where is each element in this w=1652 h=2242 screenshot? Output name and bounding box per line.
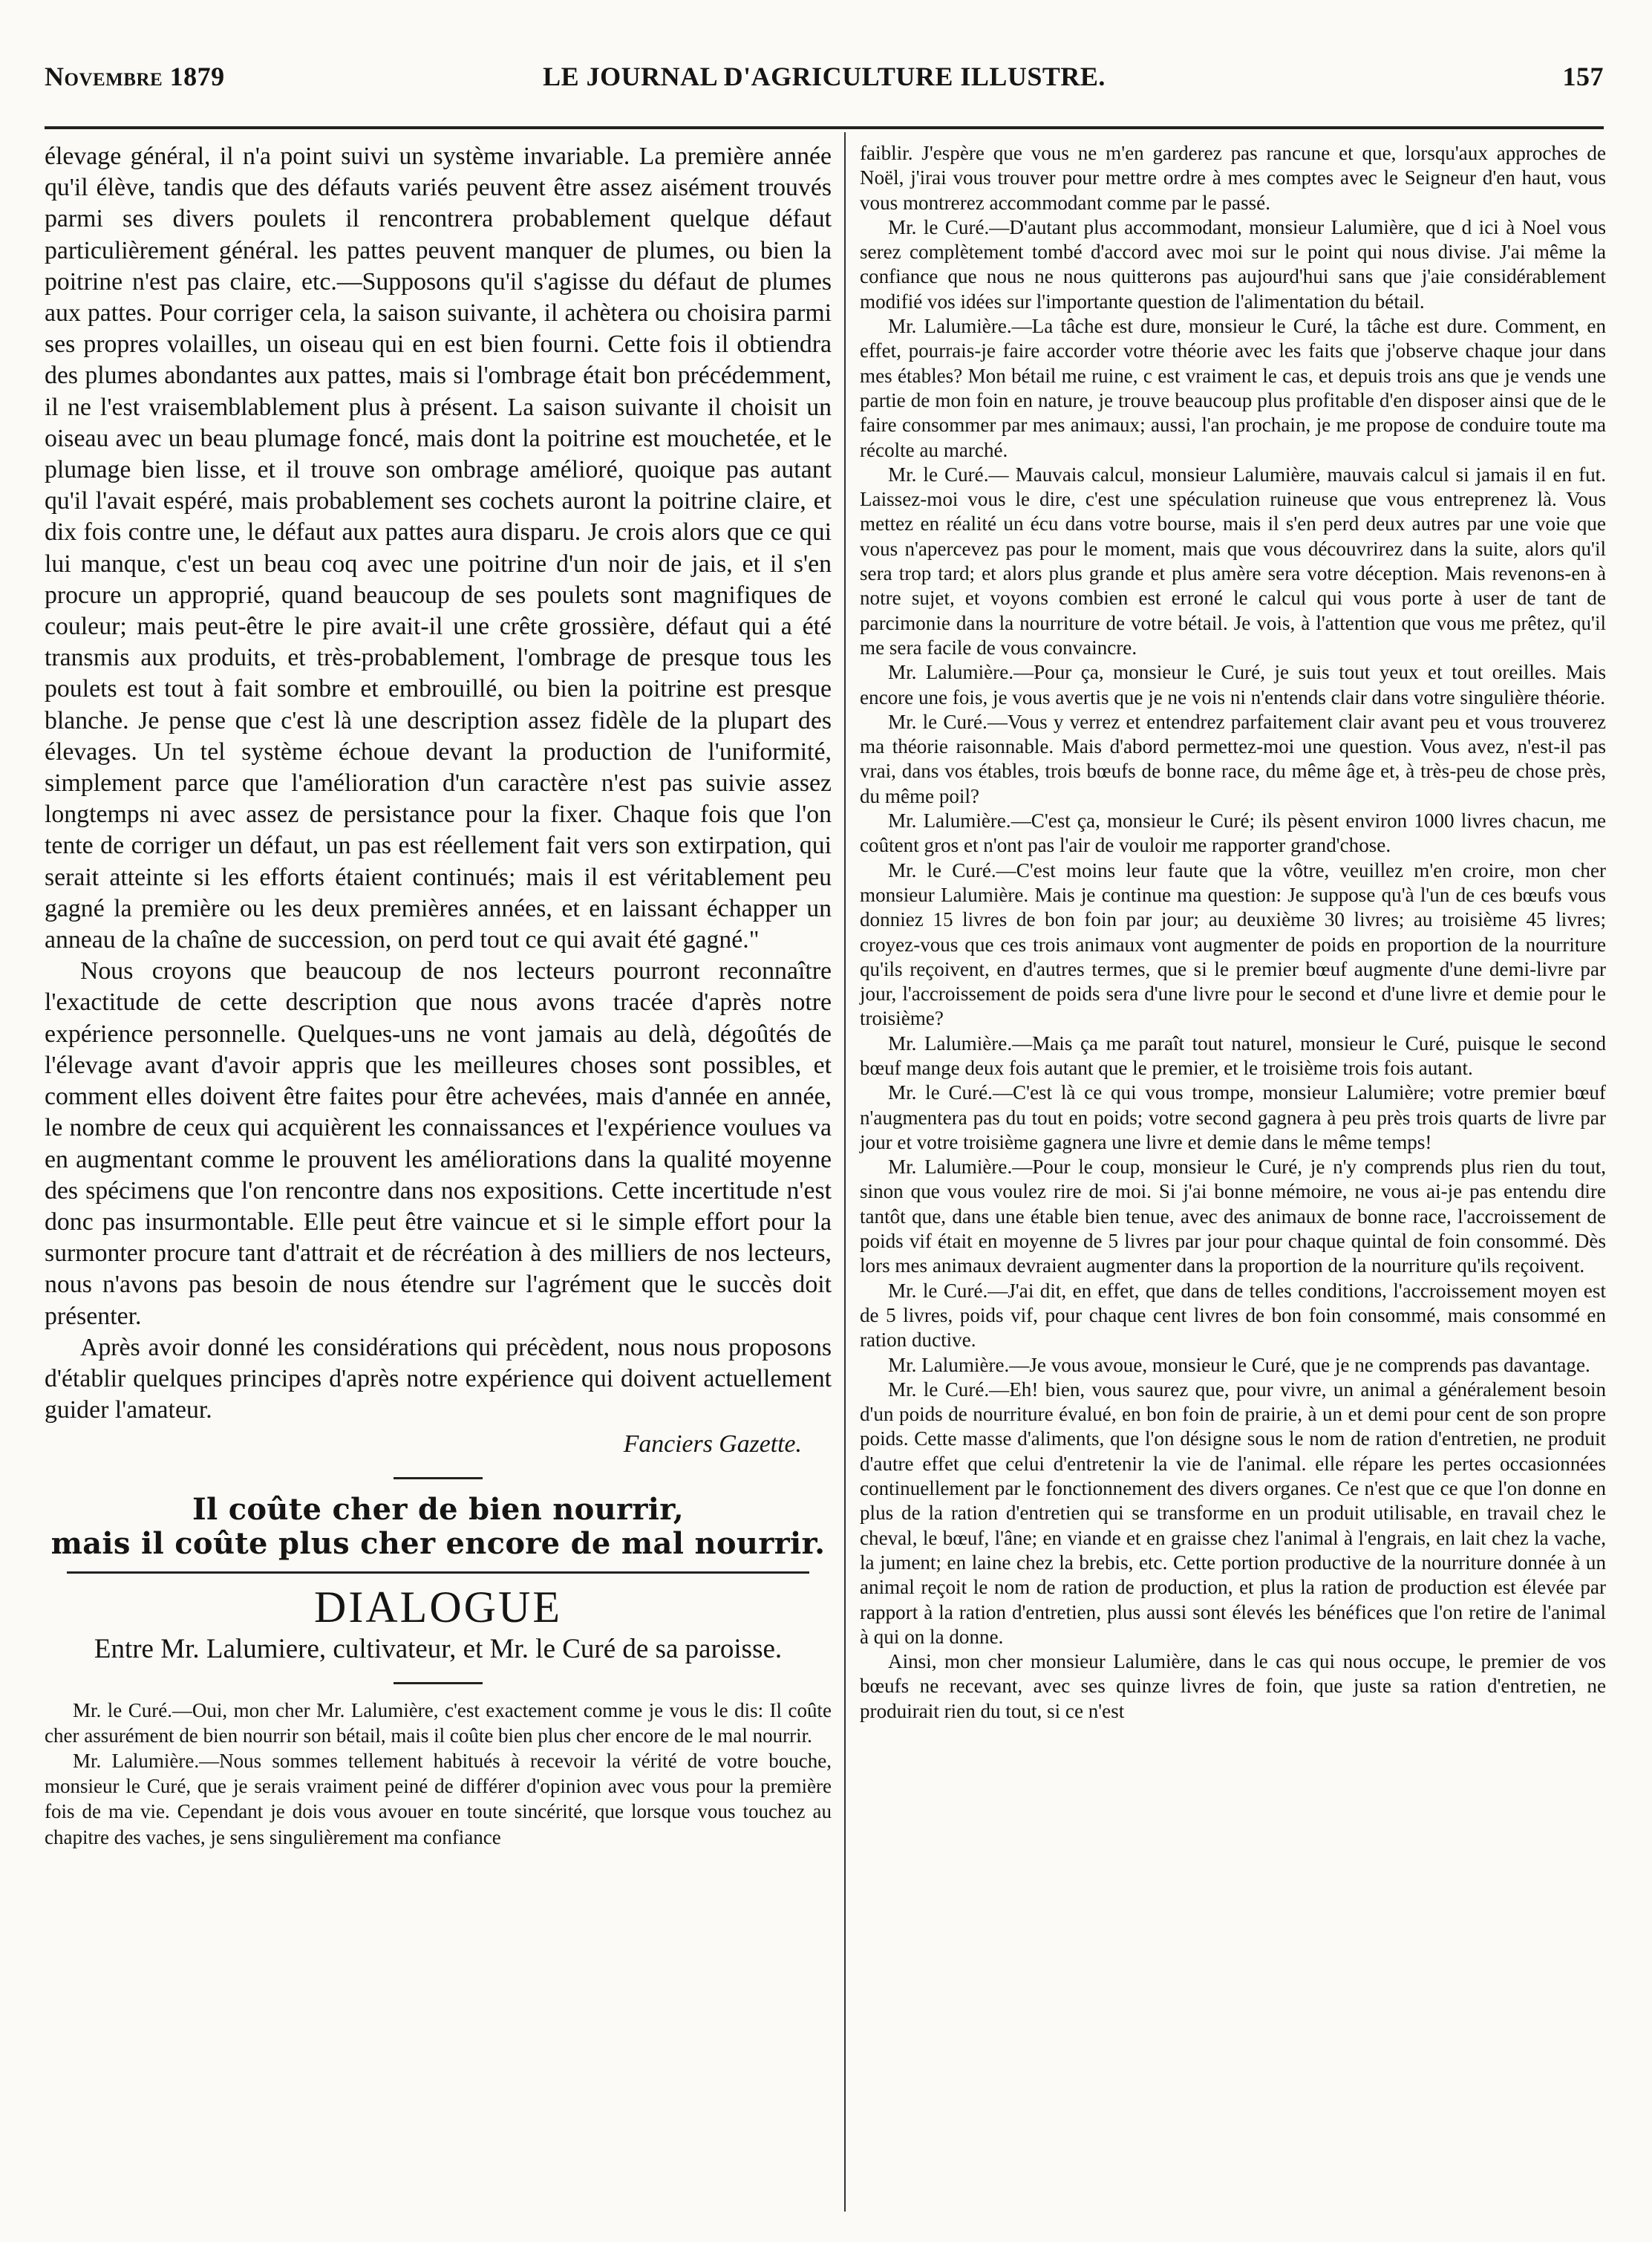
section-divider [394,1682,483,1684]
dialogue-paragraph: Mr. le Curé.—Eh! bien, vous saurez que, pour vivre, un animal a généralement besoin d'un poids de nourriture évalué, en bon foin de prairie, à un et demi pour cent de son propre poids. Cette masse d'aliments, que l'on désigne sous le nom de ration d'entretien, ne produit d'autre effet que celui d'entretenir la vie de l'animal. elle répare les pertes occasionnées continuellement par le fonctionnement des divers organes. Ce n'est que ce que l'on donne en plus de la ration d'entretien qui se transforme en un produit utilisable, en travail chez le cheval, le bœuf, l'âne; en viande et en graisse chez l'animal à l'engrais, en lait chez la vache, la jument; en laine chez la brebis, etc. Cette portion productive de la nourriture donnée à un animal reçoit le nom de ration de production, et plus la ration de production est élevée par rapport à la ration d'entretien, plus aussi sont élevés les bénéfices que l'on retire de l'animal à qui on la donne. [860,1378,1606,1648]
section-divider [67,1571,809,1574]
page-header [45,53,1604,105]
dialogue-paragraph: Mr. le Curé.—C'est là ce qui vous trompe, monsieur Lalumière; votre premier bœuf n'augmentera pas du tout en poids; votre second gagnera à peu près trois quarts de livre par jour et votre troisième gagnera une livre et demie dans le même temps! [860,1081,1606,1153]
article-paragraph: Après avoir donné les considérations qui précèdent, nous nous proposons d'établir quelques principes d'après notre expérience qui doivent actuellement guider l'amateur. [45,1333,832,1424]
dialogue-paragraph: Ainsi, mon cher monsieur Lalumière, dans le cas qui nous occupe, le premier de vos bœufs ne recevant, avec ses quinze livres de foin, que juste sa ration d'entretien, ne produirait rien du tout, si ce n'est [860,1650,1606,1722]
proverb-heading-line-2: mais il coûte plus cher encore de mal nourrir. [50,1525,826,1561]
right-column [860,141,1606,1724]
dialogue-paragraph: Mr. Lalumière.—Pour le coup, monsieur le Curé, je n'y comprends plus rien du tout, sinon que vous voulez rire de moi. Si j'ai bonne mémoire, ne vous ai-je pas entendu dire tantôt que, dans une étable bien tenue, avec des animaux de bonne race, l'accroissement de poids vif était en moyenne de 5 livres par jour pour chaque quintal de foin consommé. Dès lors mes animaux devraient augmenter dans la proportion de la nourriture qu'ils reçoivent. [860,1156,1606,1277]
column-separator [844,132,846,2212]
article-signature: Fanciers Gazette. [623,1430,802,1459]
dialogue-paragraph: Mr. Lalumière.—Mais ça me paraît tout naturel, monsieur le Curé, puisque le second bœuf mange deux fois autant que le premier, et le troisième trois fois autant. [860,1032,1606,1079]
page-number: 157 [1562,62,1604,91]
dialogue-paragraph: Mr. le Curé.—D'autant plus accommodant, monsieur Lalumière, que d ici à Noel vous serez complètement tombé d'accord avec moi sur le point qui nous divise. J'ai même la confiance que nous ne nous quitterons pas aujourd'hui sans que j'aie considérablement modifié vos idées sur l'importante question de l'alimentation du bétail. [860,215,1606,313]
dialogue-paragraph: Mr. le Curé.—Oui, mon cher Mr. Lalumière, c'est exactement comme je vous le dis: Il coûte cher assurément de bien nourrir son bétail, mais il coûte bien plus cher encore de le mal nourrir. [45,1698,832,1747]
dialogue-paragraph: Mr. le Curé.—C'est moins leur faute que la vôtre, veuillez m'en croire, mon cher monsieur Lalumière. Mais je continue ma question: Je suppose qu'à l'un de ces bœufs vous donniez 15 livres de bon foin par jour; au deuxième 30 livres; au troisième 45 livres; croyez-vous que ces trois animaux vont augmenter de poids en proportion de la nourriture qu'ils reçoivent, en d'autres termes, que si le premier bœuf augmente d'une demi-livre par jour, l'accroissement de poids sera d'une livre pour le second et d'une livre et demie pour le troisième? [860,858,1606,1030]
dialogue-paragraph: Mr. le Curé.—J'ai dit, en effet, que dans de telles conditions, l'accroissement moyen est de 5 livres, poids vif, pour chaque cent livres de bon foin consommé, mais consommé en ration ductive. [860,1279,1606,1352]
left-column [45,141,832,1850]
journal-title: LE JOURNAL D'AGRICULTURE ILLUSTRE. [543,62,1106,91]
proverb-heading-line-1: Il coûte cher de bien nourrir, [192,1491,684,1527]
article-paragraph: Nous croyons que beaucoup de nos lecteurs pourront reconnaître l'exactitude de cette description que nous avons tracée d'après notre expérience personnelle. Quelques-uns ne vont jamais au delà, dégoûtés de l'élevage avant d'avoir appris que les meilleures choses sont possibles, et comment elles doivent être faites pour être achevées, mais d'année en année, le nombre de ceux qui acquièrent les connaissances et l'expérience voulues va en augmentant comme le prouvent les améliorations dans la qualité moyenne des spécimens que l'on rencontre dans nos expositions. Cette incertitude n'est donc pas insurmontable. Elle peut être vaincue et si le simple effort pour la surmonter procure tant d'attrait et de récréation à des milliers de nos lecteurs, nous n'avons pas besoin de nous étendre sur l'agrément que le succès doit présenter. [45,957,832,1330]
article-paragraph: élevage général, il n'a point suivi un système invariable. La première année qu'il élève, tandis que des défauts variés peuvent être assez aisément trouvés parmi ses divers poulets il rencontrera probablement quelque défaut particulièrement général. les pattes peuvent manquer de plumes, ou bien la poitrine n'est pas claire, etc.—Supposons qu'il s'agisse du défaut de plumes aux pattes. Pour corriger cela, la saison suivante, il achètera ou choisira parmi ses propres volailles, un oiseau qui en est bien fourni. Cette fois il obtiendra des plumes abondantes aux pattes, mais si l'ombrage était bon précédemment, il ne l'est vraisemblablement plus à présent. La saison suivante il choisit un oiseau avec un beau plumage foncé, mais dont la poitrine est mouchetée, et le plumage bien lisse, et il trouve son ombrage amélioré, quoique pas autant qu'il l'avait espéré, mais probablement ses cochets auront la poitrine claire, et dix fois contre une, le défaut aux pattes aura disparu. Je crois alors que ce qui lui manque, c'est un beau coq avec une poitrine d'un noir de jais, et il s'en procure un approprié, quand beaucoup de ses poulets sont magnifiques de couleur; mais peut-être le pire avait-il une crête grossière, défaut qui a été transmis aux produits, et très-probablement, l'ombrage de presque tous les poulets est tout à fait sombre et embrouillé, ou bien la poitrine est presque blanche. Je pense que c'est là une description assez fidèle de la plupart des élevages. Un tel système échoue devant la production de l'uniformité, simplement parce que l'amélioration d'un caractère n'est pas suivie assez longtemps ni avec assez de persistance pour la fixer. Chaque fois que l'on tente de corriger un défaut, un pas est réellement fait vers son extirpation, qui serait atteinte si les efforts étaient continués; mais il est véritablement peu gagné la première ou les deux premières années, et en laissant échapper un anneau de la chaîne de succession, on perd tout ce qui avait été gagné." [45,143,832,954]
dialogue-title: DIALOGUE [314,1582,562,1632]
dialogue-paragraph: Mr. le Curé.—Vous y verrez et entendrez parfaitement clair avant peu et vous trouverez ma théorie raisonnable. Mais d'abord permettez-moi une question. Vous avez, n'est-il pas vrai, dans vos étables, trois bœufs de bonne race, du même âge et, à très-peu de chose près, du même poil? [860,710,1606,807]
dialogue-paragraph: Mr. Lalumière.—Nous sommes tellement habitués à recevoir la vérité de votre bouche, monsieur le Curé, que je serais vraiment peiné de différer d'opinion avec vous pour la première fois de ma vie. Cependant je dois vous avouer en toute sincérité, que lorsque vous touchez au chapitre des vaches, je sens singulièrement ma confiance [45,1749,832,1848]
dialogue-paragraph: Mr. Lalumière.—La tâche est dure, monsieur le Curé, la tâche est dure. Comment, en effet, pourrais-je faire accorder votre théorie avec les faits que j'observe chaque jour dans mes étables? Mon bétail me ruine, c est vraiment le cas, et depuis trois ans que je vends une partie de mon foin en nature, je trouve beaucoup plus profitable d'en disposer ainsi que de le faire consommer par mes animaux; aussi, l'an prochain, je me propose de conduire toute ma récolte au marché. [860,315,1606,461]
dialogue-paragraph: Mr. Lalumière.—Je vous avoue, monsieur le Curé, que je ne comprends pas davantage. [888,1353,1590,1376]
header-date: Novembre 1879 [45,62,225,91]
section-divider [394,1477,483,1479]
dialogue-start [45,1698,832,1850]
header-rule [45,126,1604,129]
dialogue-paragraph: Mr. le Curé.— Mauvais calcul, monsieur Lalumière, mauvais calcul si jamais il en fut. Laissez-moi vous le dire, c'est une spéculation ruineuse que vous entreprenez là. Vous mettez en réalité un écu dans votre bourse, mais il s'en perd deux autres par une voie que vous n'apercevez pas pour le moment, mais que vous découvrirez dans la suite, alors qu'il sera trop tard; et alors plus grande et plus amère sera votre déception. Mais revenons-en à notre sujet, et voyons combien est erroné le calcul qui vous porte à user de tant de parcimonie dans la nourriture de votre bétail. Je vois, à l'attention que vous me prêtez, qu'il me sera facile de vous convaincre. [860,463,1606,659]
dialogue-paragraph: faiblir. J'espère que vous ne m'en garderez pas rancune et que, lorsqu'aux approches de Noël, j'irai vous trouver pour mettre ordre à mes comptes avec le Seigneur d'en haut, vous vous montrerez accommodant comme par le passé. [860,142,1606,214]
dialogue-subtitle: Entre Mr. Lalumiere, cultivateur, et Mr. le Curé de sa paroisse. [94,1633,783,1664]
dialogue-paragraph: Mr. Lalumière.—C'est ça, monsieur le Curé; ils pèsent environ 1000 livres chacun, me coûtent gros et n'ont pas l'air de vouloir me rapporter grand'chose. [860,809,1606,857]
dialogue-paragraph: Mr. Lalumière.—Pour ça, monsieur le Curé, je suis tout yeux et tout oreilles. Mais encore une fois, je vous avertis que je ne vois ni n'entends clair dans votre singulière théorie. [860,661,1606,708]
